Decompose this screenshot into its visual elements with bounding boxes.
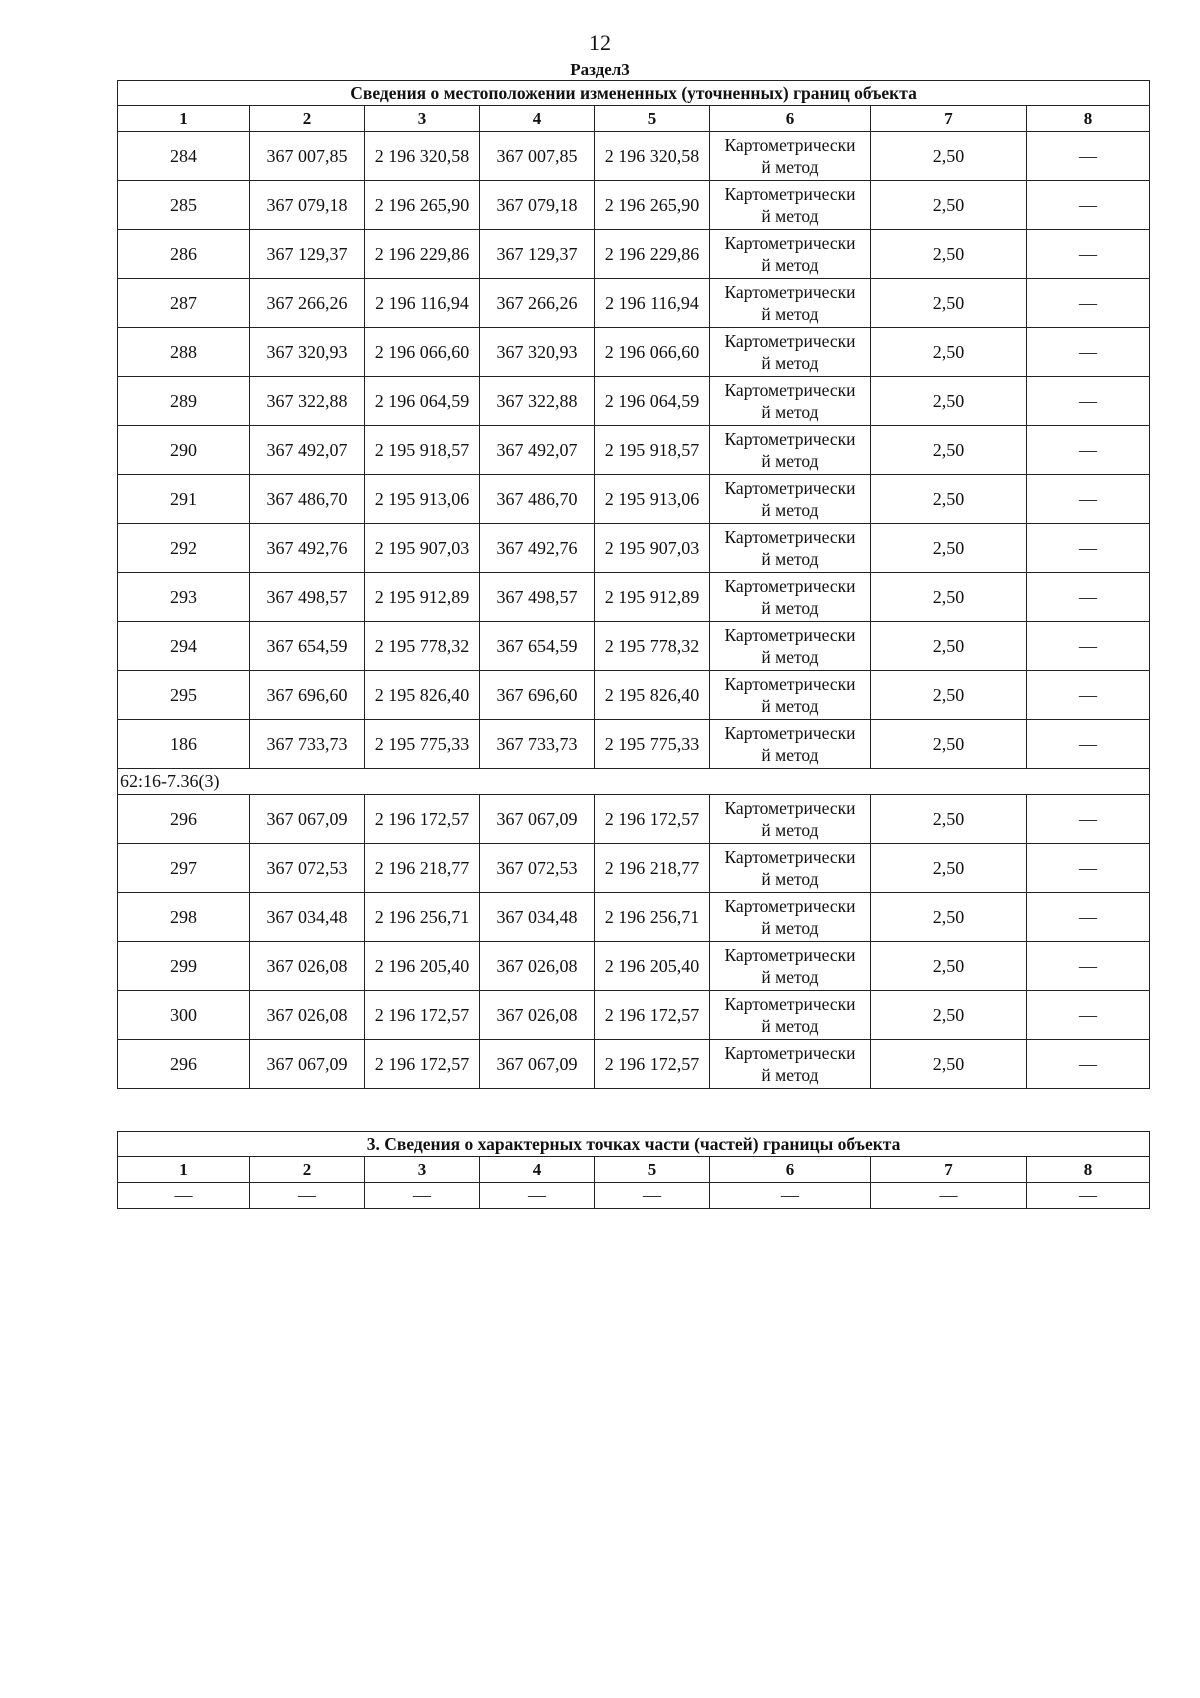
method-line-1: Картометрически bbox=[724, 429, 856, 449]
x-existing: 367 007,85 bbox=[250, 132, 365, 181]
description: — bbox=[1027, 622, 1150, 671]
x-existing: 367 498,57 bbox=[250, 573, 365, 622]
point-number: 287 bbox=[118, 279, 250, 328]
method-line-2: й метод bbox=[761, 696, 819, 716]
column-number: 7 bbox=[871, 106, 1027, 132]
section-title: Раздел3 bbox=[570, 60, 630, 79]
point-number: 286 bbox=[118, 230, 250, 279]
x-existing: 367 696,60 bbox=[250, 671, 365, 720]
point-number: 285 bbox=[118, 181, 250, 230]
x-existing: 367 322,88 bbox=[250, 377, 365, 426]
x-new: 367 072,53 bbox=[480, 844, 595, 893]
description: — bbox=[1027, 377, 1150, 426]
method-line-1: Картометрически bbox=[724, 184, 856, 204]
table-row bbox=[118, 893, 1150, 942]
table-row bbox=[118, 573, 1150, 622]
y-new: 2 196 066,60 bbox=[595, 328, 710, 377]
column-number-row bbox=[118, 106, 1150, 132]
table-row bbox=[118, 991, 1150, 1040]
method bbox=[710, 230, 871, 279]
description: — bbox=[1027, 181, 1150, 230]
y-new: 2 196 116,94 bbox=[595, 279, 710, 328]
method-line-2: й метод bbox=[761, 206, 819, 226]
page-number: 12 bbox=[589, 30, 611, 55]
x-existing: 367 492,07 bbox=[250, 426, 365, 475]
y-existing: 2 195 907,03 bbox=[365, 524, 480, 573]
method-line-1: Картометрически bbox=[724, 994, 856, 1014]
column-number: 8 bbox=[1027, 106, 1150, 132]
description: — bbox=[1027, 328, 1150, 377]
method bbox=[710, 132, 871, 181]
method-line-1: Картометрически bbox=[724, 233, 856, 253]
method bbox=[710, 942, 871, 991]
x-existing: 367 492,76 bbox=[250, 524, 365, 573]
point-number: 295 bbox=[118, 671, 250, 720]
description: — bbox=[1027, 524, 1150, 573]
precision: 2,50 bbox=[871, 132, 1027, 181]
method-line-2: й метод bbox=[761, 451, 819, 471]
description: — bbox=[1027, 1040, 1150, 1089]
x-existing: 367 067,09 bbox=[250, 1040, 365, 1089]
point-number: 291 bbox=[118, 475, 250, 524]
precision: 2,50 bbox=[871, 795, 1027, 844]
description: — bbox=[1027, 475, 1150, 524]
x-new: 367 486,70 bbox=[480, 475, 595, 524]
point-number: 293 bbox=[118, 573, 250, 622]
empty-cell: — bbox=[365, 1183, 480, 1209]
column-number: 2 bbox=[250, 106, 365, 132]
x-new: 367 034,48 bbox=[480, 893, 595, 942]
table-row bbox=[118, 622, 1150, 671]
table-title: Сведения о местоположении измененных (уточненных) границ объекта bbox=[118, 81, 1150, 106]
column-number: 5 bbox=[595, 1157, 710, 1183]
description: — bbox=[1027, 893, 1150, 942]
x-new: 367 492,76 bbox=[480, 524, 595, 573]
method-line-2: й метод bbox=[761, 745, 819, 765]
y-new: 2 195 907,03 bbox=[595, 524, 710, 573]
precision: 2,50 bbox=[871, 181, 1027, 230]
point-number: 299 bbox=[118, 942, 250, 991]
empty-cell: — bbox=[710, 1183, 871, 1209]
y-new: 2 196 265,90 bbox=[595, 181, 710, 230]
table-row bbox=[118, 671, 1150, 720]
description: — bbox=[1027, 426, 1150, 475]
point-number: 296 bbox=[118, 1040, 250, 1089]
x-new: 367 733,73 bbox=[480, 720, 595, 769]
method-line-1: Картометрически bbox=[724, 896, 856, 916]
description: — bbox=[1027, 671, 1150, 720]
method-line-2: й метод bbox=[761, 304, 819, 324]
x-existing: 367 067,09 bbox=[250, 795, 365, 844]
method-line-2: й метод bbox=[761, 353, 819, 373]
point-number: 290 bbox=[118, 426, 250, 475]
y-new: 2 195 913,06 bbox=[595, 475, 710, 524]
precision: 2,50 bbox=[871, 942, 1027, 991]
method bbox=[710, 328, 871, 377]
column-number: 6 bbox=[710, 1157, 871, 1183]
method-line-1: Картометрически bbox=[724, 135, 856, 155]
table-row bbox=[118, 1040, 1150, 1089]
method-line-1: Картометрически bbox=[724, 798, 856, 818]
y-new: 2 196 218,77 bbox=[595, 844, 710, 893]
y-new: 2 196 172,57 bbox=[595, 795, 710, 844]
boundary-table bbox=[117, 80, 1150, 1089]
x-existing: 367 486,70 bbox=[250, 475, 365, 524]
table-row bbox=[118, 524, 1150, 573]
x-new: 367 067,09 bbox=[480, 1040, 595, 1089]
table-row bbox=[118, 181, 1150, 230]
y-new: 2 196 320,58 bbox=[595, 132, 710, 181]
x-existing: 367 026,08 bbox=[250, 942, 365, 991]
method-line-2: й метод bbox=[761, 967, 819, 987]
part-table-title: 3. Сведения о характерных точках части (частей) границы объекта bbox=[118, 1132, 1150, 1157]
point-number: 298 bbox=[118, 893, 250, 942]
precision: 2,50 bbox=[871, 426, 1027, 475]
method-line-2: й метод bbox=[761, 157, 819, 177]
precision: 2,50 bbox=[871, 1040, 1027, 1089]
y-existing: 2 196 229,86 bbox=[365, 230, 480, 279]
description: — bbox=[1027, 942, 1150, 991]
empty-cell: — bbox=[480, 1183, 595, 1209]
point-number: 294 bbox=[118, 622, 250, 671]
x-new: 367 498,57 bbox=[480, 573, 595, 622]
precision: 2,50 bbox=[871, 230, 1027, 279]
y-existing: 2 196 205,40 bbox=[365, 942, 480, 991]
method bbox=[710, 720, 871, 769]
method-line-2: й метод bbox=[761, 500, 819, 520]
method bbox=[710, 426, 871, 475]
y-existing: 2 196 116,94 bbox=[365, 279, 480, 328]
x-existing: 367 733,73 bbox=[250, 720, 365, 769]
table-row bbox=[118, 1183, 1150, 1209]
method-line-2: й метод bbox=[761, 869, 819, 889]
method-line-1: Картометрически bbox=[724, 331, 856, 351]
precision: 2,50 bbox=[871, 377, 1027, 426]
method-line-2: й метод bbox=[761, 918, 819, 938]
point-number: 300 bbox=[118, 991, 250, 1040]
method-line-2: й метод bbox=[761, 549, 819, 569]
y-existing: 2 196 064,59 bbox=[365, 377, 480, 426]
method-line-1: Картометрически bbox=[724, 282, 856, 302]
method-line-1: Картометрически bbox=[724, 380, 856, 400]
precision: 2,50 bbox=[871, 573, 1027, 622]
description: — bbox=[1027, 795, 1150, 844]
column-number: 4 bbox=[480, 1157, 595, 1183]
table-row bbox=[118, 377, 1150, 426]
x-existing: 367 654,59 bbox=[250, 622, 365, 671]
precision: 2,50 bbox=[871, 720, 1027, 769]
x-new: 367 026,08 bbox=[480, 991, 595, 1040]
empty-cell: — bbox=[595, 1183, 710, 1209]
y-existing: 2 196 172,57 bbox=[365, 991, 480, 1040]
method-line-1: Картометрически bbox=[724, 1043, 856, 1063]
column-number: 3 bbox=[365, 106, 480, 132]
method-line-1: Картометрически bbox=[724, 576, 856, 596]
y-new: 2 195 775,33 bbox=[595, 720, 710, 769]
x-existing: 367 129,37 bbox=[250, 230, 365, 279]
y-existing: 2 195 775,33 bbox=[365, 720, 480, 769]
table-row bbox=[118, 942, 1150, 991]
precision: 2,50 bbox=[871, 622, 1027, 671]
x-new: 367 067,09 bbox=[480, 795, 595, 844]
description: — bbox=[1027, 573, 1150, 622]
y-existing: 2 195 913,06 bbox=[365, 475, 480, 524]
table-row bbox=[118, 720, 1150, 769]
precision: 2,50 bbox=[871, 893, 1027, 942]
precision: 2,50 bbox=[871, 844, 1027, 893]
method-line-2: й метод bbox=[761, 820, 819, 840]
method bbox=[710, 279, 871, 328]
method-line-1: Картометрически bbox=[724, 478, 856, 498]
point-number: 292 bbox=[118, 524, 250, 573]
method-line-1: Картометрически bbox=[724, 625, 856, 645]
y-existing: 2 196 256,71 bbox=[365, 893, 480, 942]
description: — bbox=[1027, 279, 1150, 328]
method-line-1: Картометрически bbox=[724, 847, 856, 867]
x-existing: 367 026,08 bbox=[250, 991, 365, 1040]
column-number: 4 bbox=[480, 106, 595, 132]
method-line-2: й метод bbox=[761, 1065, 819, 1085]
description: — bbox=[1027, 720, 1150, 769]
method-line-1: Картометрически bbox=[724, 674, 856, 694]
point-number: 297 bbox=[118, 844, 250, 893]
x-existing: 367 079,18 bbox=[250, 181, 365, 230]
method bbox=[710, 893, 871, 942]
description: — bbox=[1027, 991, 1150, 1040]
method-line-1: Картометрически bbox=[724, 527, 856, 547]
method-line-2: й метод bbox=[761, 255, 819, 275]
column-number: 7 bbox=[871, 1157, 1027, 1183]
x-new: 367 320,93 bbox=[480, 328, 595, 377]
table-row bbox=[118, 426, 1150, 475]
table-row bbox=[118, 844, 1150, 893]
precision: 2,50 bbox=[871, 991, 1027, 1040]
column-number-row bbox=[118, 1157, 1150, 1183]
method bbox=[710, 377, 871, 426]
parcel-number-label: 62:16-7.36(3) bbox=[118, 769, 1150, 795]
method bbox=[710, 795, 871, 844]
method-line-2: й метод bbox=[761, 402, 819, 422]
precision: 2,50 bbox=[871, 524, 1027, 573]
column-number: 2 bbox=[250, 1157, 365, 1183]
y-new: 2 196 064,59 bbox=[595, 377, 710, 426]
description: — bbox=[1027, 230, 1150, 279]
method-line-2: й метод bbox=[761, 598, 819, 618]
method bbox=[710, 524, 871, 573]
x-new: 367 026,08 bbox=[480, 942, 595, 991]
y-new: 2 196 229,86 bbox=[595, 230, 710, 279]
method bbox=[710, 1040, 871, 1089]
point-number: 296 bbox=[118, 795, 250, 844]
column-number: 8 bbox=[1027, 1157, 1150, 1183]
y-new: 2 196 205,40 bbox=[595, 942, 710, 991]
x-existing: 367 072,53 bbox=[250, 844, 365, 893]
y-existing: 2 196 320,58 bbox=[365, 132, 480, 181]
point-number: 186 bbox=[118, 720, 250, 769]
y-new: 2 195 918,57 bbox=[595, 426, 710, 475]
x-new: 367 007,85 bbox=[480, 132, 595, 181]
method-line-1: Картометрически bbox=[724, 945, 856, 965]
column-number: 1 bbox=[118, 106, 250, 132]
y-new: 2 195 826,40 bbox=[595, 671, 710, 720]
y-existing: 2 195 778,32 bbox=[365, 622, 480, 671]
description: — bbox=[1027, 844, 1150, 893]
y-new: 2 196 172,57 bbox=[595, 991, 710, 1040]
table-row bbox=[118, 132, 1150, 181]
x-new: 367 129,37 bbox=[480, 230, 595, 279]
y-new: 2 196 256,71 bbox=[595, 893, 710, 942]
group-label-row bbox=[118, 769, 1150, 795]
precision: 2,50 bbox=[871, 328, 1027, 377]
x-existing: 367 320,93 bbox=[250, 328, 365, 377]
column-number: 5 bbox=[595, 106, 710, 132]
point-number: 289 bbox=[118, 377, 250, 426]
empty-cell: — bbox=[118, 1183, 250, 1209]
table-row bbox=[118, 279, 1150, 328]
point-number: 284 bbox=[118, 132, 250, 181]
y-existing: 2 196 172,57 bbox=[365, 795, 480, 844]
y-existing: 2 196 265,90 bbox=[365, 181, 480, 230]
method bbox=[710, 844, 871, 893]
point-number: 288 bbox=[118, 328, 250, 377]
part-points-table bbox=[117, 1131, 1150, 1209]
x-existing: 367 266,26 bbox=[250, 279, 365, 328]
method bbox=[710, 991, 871, 1040]
method bbox=[710, 573, 871, 622]
x-new: 367 492,07 bbox=[480, 426, 595, 475]
method-line-1: Картометрически bbox=[724, 723, 856, 743]
table-row bbox=[118, 475, 1150, 524]
table-row bbox=[118, 795, 1150, 844]
y-new: 2 195 778,32 bbox=[595, 622, 710, 671]
y-existing: 2 195 826,40 bbox=[365, 671, 480, 720]
column-number: 1 bbox=[118, 1157, 250, 1183]
y-existing: 2 196 172,57 bbox=[365, 1040, 480, 1089]
column-number: 3 bbox=[365, 1157, 480, 1183]
table-row bbox=[118, 328, 1150, 377]
y-existing: 2 196 066,60 bbox=[365, 328, 480, 377]
empty-cell: — bbox=[1027, 1183, 1150, 1209]
method-line-2: й метод bbox=[761, 1016, 819, 1036]
method-line-2: й метод bbox=[761, 647, 819, 667]
table-row bbox=[118, 230, 1150, 279]
empty-cell: — bbox=[871, 1183, 1027, 1209]
method bbox=[710, 622, 871, 671]
y-new: 2 195 912,89 bbox=[595, 573, 710, 622]
y-new: 2 196 172,57 bbox=[595, 1040, 710, 1089]
empty-cell: — bbox=[250, 1183, 365, 1209]
precision: 2,50 bbox=[871, 279, 1027, 328]
method bbox=[710, 475, 871, 524]
x-new: 367 654,59 bbox=[480, 622, 595, 671]
x-new: 367 266,26 bbox=[480, 279, 595, 328]
y-existing: 2 195 912,89 bbox=[365, 573, 480, 622]
method bbox=[710, 671, 871, 720]
x-new: 367 696,60 bbox=[480, 671, 595, 720]
precision: 2,50 bbox=[871, 475, 1027, 524]
column-number: 6 bbox=[710, 106, 871, 132]
x-new: 367 079,18 bbox=[480, 181, 595, 230]
x-new: 367 322,88 bbox=[480, 377, 595, 426]
y-existing: 2 195 918,57 bbox=[365, 426, 480, 475]
x-existing: 367 034,48 bbox=[250, 893, 365, 942]
precision: 2,50 bbox=[871, 671, 1027, 720]
method bbox=[710, 181, 871, 230]
description: — bbox=[1027, 132, 1150, 181]
y-existing: 2 196 218,77 bbox=[365, 844, 480, 893]
